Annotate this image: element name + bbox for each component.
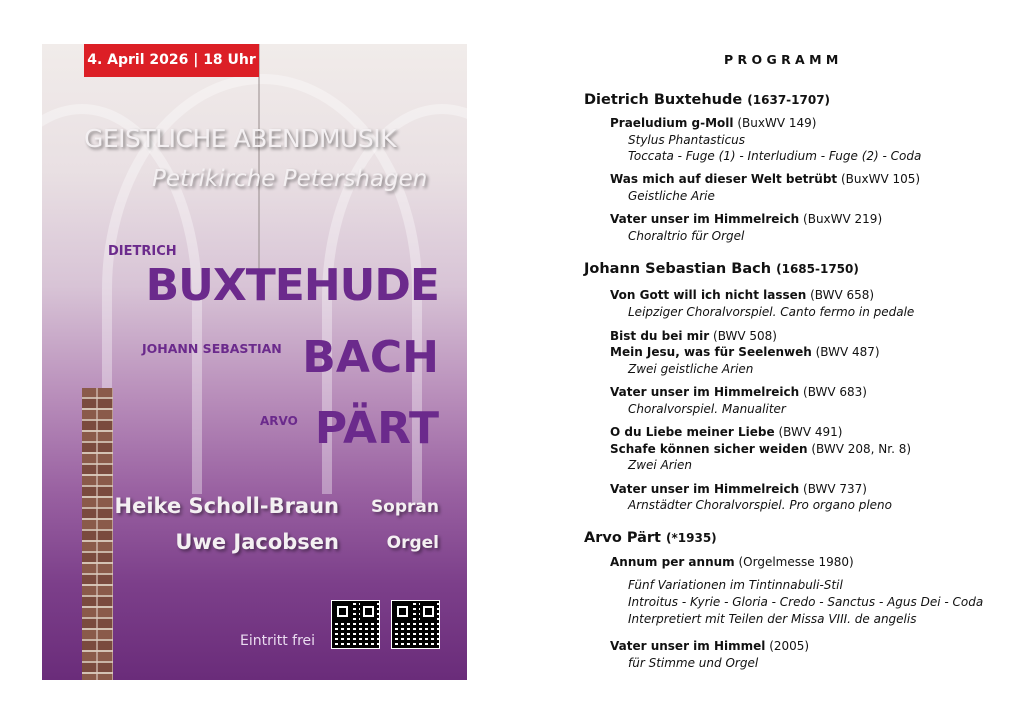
work-title-text: Mein Jesu, was für Seelenweh bbox=[610, 345, 812, 359]
composer-heading bbox=[584, 92, 830, 108]
work-title-text: Vater unser im Himmelreich bbox=[610, 385, 800, 399]
work-title-text: Bist du bei mir bbox=[610, 329, 710, 343]
text-segment: Arvo Pärt bbox=[584, 530, 661, 546]
text-segment: (BuxWV 105) bbox=[841, 172, 921, 186]
performer-name: Uwe Jacobsen bbox=[175, 530, 339, 554]
composer-heading bbox=[584, 530, 717, 546]
text-segment: Johann Sebastian Bach bbox=[584, 261, 772, 277]
work-title bbox=[610, 116, 816, 130]
text-segment: (BuxWV 219) bbox=[803, 212, 883, 226]
text-segment: (BWV 508) bbox=[713, 329, 777, 343]
work-title-text: Was mich auf dieser Welt betrübt bbox=[610, 172, 838, 186]
work-title bbox=[610, 442, 911, 456]
poster-title: GEISTLICHE ABENDMUSIK bbox=[84, 124, 396, 153]
text-segment: (Orgelmesse 1980) bbox=[738, 555, 854, 569]
work-note: Toccata - Fuge (1) - Interludium - Fuge (2) - Coda bbox=[628, 149, 922, 163]
work-title-text: O du Liebe meiner Liebe bbox=[610, 425, 775, 439]
work-title bbox=[610, 385, 867, 399]
work-title bbox=[610, 482, 867, 496]
performer-role: Sopran bbox=[370, 497, 439, 517]
work-title bbox=[610, 345, 880, 359]
text-segment: (BuxWV 149) bbox=[737, 116, 817, 130]
brick-wall-strip bbox=[82, 388, 113, 680]
qr-code[interactable] bbox=[391, 600, 440, 649]
work-title-text: Annum per annum bbox=[610, 555, 735, 569]
composer-last-name: BUXTEHUDE bbox=[145, 260, 439, 311]
concert-poster bbox=[42, 44, 467, 680]
work-title bbox=[610, 172, 920, 186]
work-title bbox=[610, 555, 854, 569]
work-title bbox=[610, 288, 874, 302]
composer-years: (1637-1707) bbox=[747, 93, 831, 107]
composer-first-name: JOHANN SEBASTIAN bbox=[142, 341, 282, 356]
text-segment: (BWV 487) bbox=[815, 345, 880, 359]
work-note: Zwei geistliche Arien bbox=[628, 362, 754, 376]
text-segment: (BWV 737) bbox=[803, 482, 867, 496]
work-title bbox=[610, 639, 809, 653]
text-segment: (2005) bbox=[769, 639, 810, 653]
text-segment: Dietrich Buxtehude bbox=[584, 92, 743, 108]
work-note: Stylus Phantasticus bbox=[628, 133, 746, 147]
work-note: Arnstädter Choralvorspiel. Pro organo pleno bbox=[628, 498, 892, 512]
work-title-text: Praeludium g-Moll bbox=[610, 116, 734, 130]
work-title-text: Vater unser im Himmelreich bbox=[610, 482, 800, 496]
work-title-text: Vater unser im Himmel bbox=[610, 639, 766, 653]
composer-last-name: PÄRT bbox=[314, 403, 439, 454]
performer-name: Heike Scholl-Braun bbox=[114, 494, 339, 518]
text-segment: (BWV 683) bbox=[803, 385, 867, 399]
work-title-text: Von Gott will ich nicht lassen bbox=[610, 288, 807, 302]
work-note: Leipziger Choralvorspiel. Canto fermo in pedale bbox=[628, 305, 915, 319]
work-title-text: Vater unser im Himmelreich bbox=[610, 212, 800, 226]
composer-first-name: DIETRICH bbox=[108, 244, 177, 259]
work-note: Interpretiert mit Teilen der Missa VIII. de angelis bbox=[628, 612, 917, 626]
composer-last-name: BACH bbox=[302, 332, 439, 383]
work-note: Fünf Variationen im Tintinnabuli-Stil bbox=[628, 578, 843, 592]
text-segment: (BWV 658) bbox=[810, 288, 875, 302]
text-segment: (BWV 208, Nr. 8) bbox=[811, 442, 912, 456]
work-note: Choraltrio für Orgel bbox=[628, 229, 745, 243]
composer-years: (*1935) bbox=[666, 531, 717, 545]
work-note: Introitus - Kyrie - Gloria - Credo - Sanctus - Agus Dei - Coda bbox=[628, 595, 984, 609]
work-note: für Stimme und Orgel bbox=[628, 656, 759, 670]
work-note: Geistliche Arie bbox=[628, 189, 715, 203]
venue: Petrikirche Petershagen bbox=[152, 166, 428, 192]
work-note: Choralvorspiel. Manualiter bbox=[628, 402, 786, 416]
date-badge: 4. April 2026 | 18 Uhr bbox=[84, 44, 259, 77]
admission-text: Eintritt frei bbox=[240, 633, 316, 649]
text-segment: (BWV 491) bbox=[778, 425, 843, 439]
work-note: Zwei Arien bbox=[628, 458, 693, 472]
performer-role: Orgel bbox=[386, 533, 439, 553]
work-title bbox=[610, 329, 777, 343]
composer-years: (1685-1750) bbox=[776, 262, 859, 276]
composer-first-name: ARVO bbox=[260, 414, 298, 428]
work-title-text: Schafe können sicher weiden bbox=[610, 442, 808, 456]
qr-code[interactable] bbox=[331, 600, 380, 649]
work-title bbox=[610, 425, 842, 439]
program-heading: P R O G R A M M bbox=[724, 52, 839, 67]
work-title bbox=[610, 212, 882, 226]
composer-heading bbox=[584, 261, 859, 277]
